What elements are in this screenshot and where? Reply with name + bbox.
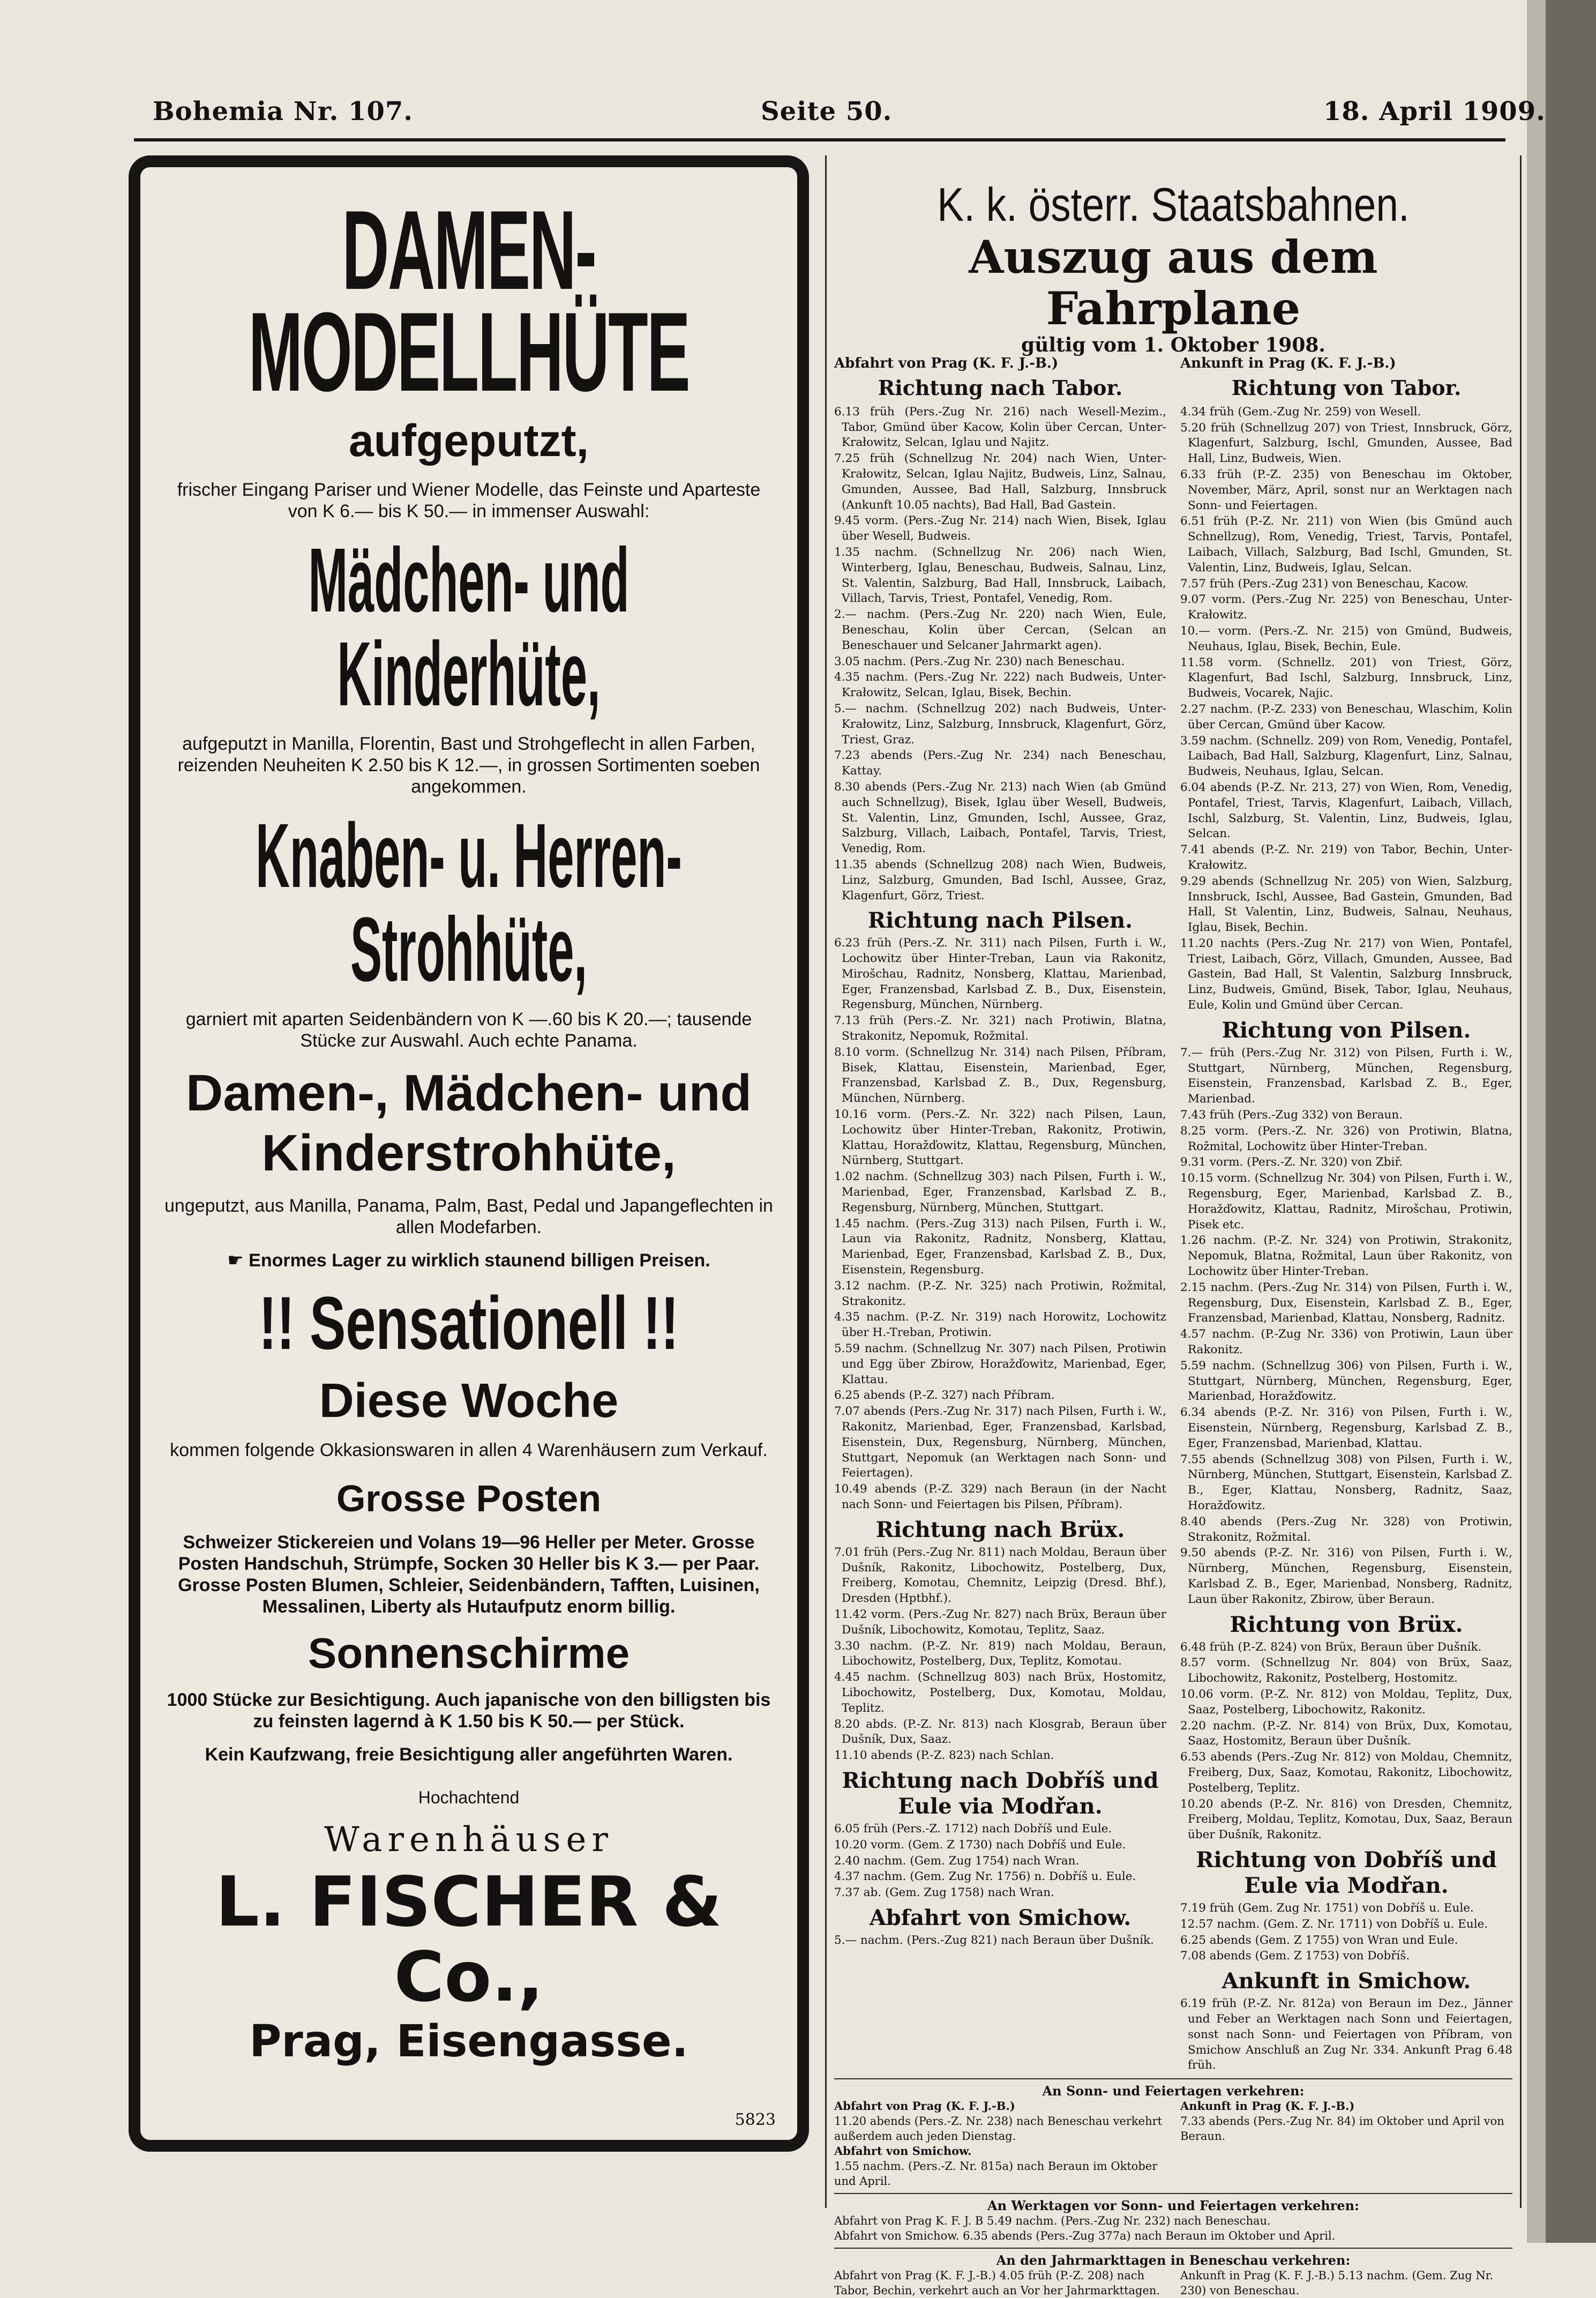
- footer-workday-1: Abfahrt von Prag K. F. J. B 5.49 nachm. (Pers.-Zug Nr. 232) nach Beneschau.: [834, 2214, 1271, 2228]
- departure-train-entry: 7.23 abends (Pers.-Zug Nr. 234) nach Beneschau, Kattay.: [834, 749, 1166, 778]
- departure-train-entry: 11.35 abends (Schnellzug 208) nach Wien, Budweis, Linz, Salzburg, Gmunden, Bad Ischl, Aussee, Graz, Klagenfurt, Görz, Triest.: [834, 857, 1166, 902]
- arrival-train-entry: 6.04 abends (P.-Z. Nr. 213, 27) von Wien, Rom, Venedig, Pontafel, Triest, Tarvis, Klagenfurt, Laibach, Villach, Ischl, Salzburg, St. Valentin, Linz, Budweis, Iglau, Selcan.: [1180, 780, 1512, 841]
- departure-train-entry: 1.45 nachm. (Pers.-Zug 313) nach Pilsen, Furth i. W., Laun via Rakonitz, Radnitz, Nonsberg, Klattau, Marienbad, Eger, Franzensbad, Karlsbad Z. B., Dux, Eisenstein, Regensburg.: [834, 1217, 1166, 1277]
- departure-train-entry: 3.30 nachm. (P.-Z. Nr. 819) nach Moldau, Beraun, Libochowitz, Postelberg, Dux, Teplitz, Komotau.: [834, 1639, 1166, 1668]
- arrival-train-entry: 6.19 früh (P.-Z. Nr. 812a) von Beraun im Dez., Jänner und Feber an Werktagen nach Sonn und Feiertagen, sonst nach Sonn- und Feiertagen von Příbram, von Smichow Anschluß an Zug Nr. 334. Ankunft Prag 6.48 früh.: [1180, 1997, 1512, 2072]
- arrival-train-entry: 5.59 nachm. (Schnellzug 306) von Pilsen, Furth i. W., Stuttgart, Nürnberg, München, Regensburg, Eger, Marienbad, Horažďowitz.: [1180, 1359, 1512, 1404]
- departure-train-entry: 8.30 abends (Pers.-Zug Nr. 213) nach Wien (ab Gmünd auch Schnellzug), Bisek, Iglau über Wesell, Budweis, St. Valentin, Linz, Gmunden, Ischl, Aussee, Graz, Salzburg, Villach, Laibach, Pontafel, Tarvis, Triest, Venedig, Rom.: [834, 780, 1166, 856]
- header-rule: [134, 138, 1505, 141]
- departure-train-entry: 6.13 früh (Pers.-Zug Nr. 216) nach Wesell-Mezim., Tabor, Gmünd über Kacow, Kolin über Cercan, Unter-Krałowitz, Selcan, Iglau und Najitz.: [834, 405, 1166, 450]
- arrival-section-title: Ankunft in Smichow.: [1222, 1968, 1471, 1994]
- ad-title-sonnenschirme: Sonnenschirme: [308, 1629, 630, 1677]
- departure-train-entry: 7.07 abends (Pers.-Zug Nr. 317) nach Pilsen, Furth i. W., Rakonitz, Marienbad, Eger, Franzensbad, Karlsbad, Eisenstein, Dux, Regensburg, Nürnberg, München, Stuttgart, Nepomuk (an Werktagen nach Sonn- und Feiertagen).: [834, 1405, 1166, 1480]
- footer-arr-prag: Ankunft in Prag (K. F. J.-B.): [1180, 2099, 1355, 2113]
- ad-firm-name: L. FISCHER & Co.,: [215, 1862, 722, 2017]
- ad-number: 5823: [735, 2110, 776, 2129]
- departure-train-entry: 4.45 nachm. (Schnellzug 803) nach Brüx, Hostomitz, Libochowitz, Postelberg, Dux, Komotau, Moldau, Teplitz.: [834, 1670, 1166, 1715]
- arrival-section-title: Richtung von Dobříš und Eule via Modřan.: [1196, 1847, 1497, 1898]
- arrival-train-entry: 2.27 nachm. (P.-Z. 233) von Beneschau, Wlaschim, Kolin über Cercan, Gmünd über Kacow.: [1180, 702, 1512, 732]
- arrival-train-entry: 7.19 früh (Gem. Zug Nr. 1751) von Dobříš u. Eule.: [1180, 1901, 1474, 1915]
- footer-rule: [834, 2193, 1512, 2194]
- arrivals-heading: Ankunft in Prag (K. F. J.-B.): [1180, 355, 1396, 371]
- footer-rule: [834, 2248, 1512, 2249]
- arrival-train-entry: 7.55 abends (Schnellzug 308) von Pilsen, Furth i. W., Nürnberg, München, Stuttgart, Eisenstein, Karlsbad Z. B., Eger, Klattau, Nonsberg, Radnitz, Saaz, Horažďowitz.: [1180, 1452, 1512, 1512]
- arrival-train-entry: 10.— vorm. (Pers.-Z. Nr. 215) von Gmünd, Budweis, Neuhaus, Iglau, Bisek, Bechin, Eule.: [1180, 624, 1512, 653]
- timetable-subtitle: Auszug aus dem Fahrplane: [969, 230, 1378, 335]
- timetable-title: K. k. österr. Staatsbahnen.: [937, 178, 1410, 231]
- arrival-train-entry: 11.20 nachts (Pers.-Zug Nr. 217) von Wien, Pontafel, Triest, Laibach, Görz, Villach, Gmunden, Aussee, Bad Gastein, Bad Hall, St Valentin, Salzburg Innsbruck, Linz, Budweis, Gmünd, Bisek, Tabor, Iglau, Neuhaus, Eule, Kolin und Gmünd über Cercan.: [1180, 936, 1512, 1012]
- arrival-train-entry: 5.20 früh (Schnellzug 207) von Triest, Innsbruck, Görz, Klagenfurt, Salzburg, Ischl, Gmunden, Aussee, Bad Hall, Linz, Budweis, Wien.: [1180, 421, 1512, 466]
- departures-heading: Abfahrt von Prag (K. F. J.-B.): [834, 355, 1059, 371]
- footer-heading-market: An den Jahrmarkttagen in Beneschau verkehren:: [996, 2252, 1351, 2269]
- ad-paragraph-6: kommen folgende Okkasionswaren in allen 4 Warenhäusern zum Verkauf.: [170, 1440, 768, 1460]
- page-edge-shadow: [1527, 0, 1546, 2243]
- departure-train-entry: 2.40 nachm. (Gem. Zug 1754) nach Wran.: [834, 1854, 1080, 1868]
- departure-train-entry: 5.— nachm. (Pers.-Zug 821) nach Beraun über Dušník.: [834, 1933, 1154, 1947]
- footer-rule: [834, 2078, 1512, 2079]
- arrival-train-entry: 2.20 nachm. (P.-Z. Nr. 814) von Brüx, Dux, Komotau, Saaz, Hostomitz, Beraun über Dušník.: [1180, 1719, 1512, 1748]
- arrival-train-entry: 10.06 vorm. (P.-Z. Nr. 812) von Moldau, Teplitz, Dux, Saaz, Postelberg, Libochowitz, Rakonitz.: [1180, 1687, 1512, 1717]
- departure-train-entry: 7.01 früh (Pers.-Zug Nr. 811) nach Moldau, Beraun über Dušník, Rakonitz, Libochowitz, Postelberg, Dux, Freiberg, Komotau, Chemnitz, Leipzig (Dresd. Bhf.), Dresden (Hptbhf.).: [834, 1545, 1166, 1606]
- arrival-train-entry: 10.15 vorm. (Schnellzug Nr. 304) von Pilsen, Furth i. W., Regensburg, Eger, Marienbad, Karlsbad Z. B., Horažďowitz, Klattau, Radnitz, Mirošchau, Protiwin, Pisek etc.: [1180, 1172, 1512, 1232]
- ad-title-grosse-posten: Grosse Posten: [336, 1478, 602, 1519]
- departure-train-entry: 5.59 nachm. (Schnellzug Nr. 307) nach Pilsen, Protiwin und Egg über Zbirow, Horažďowitz, Marienbad, Eger, Klattau.: [834, 1342, 1166, 1386]
- departure-train-entry: 6.23 früh (Pers.-Z. Nr. 311) nach Pilsen, Furth i. W., Lochowitz über Hinter-Treban, Laun via Rakonitz, Mirošchau, Radnitz, Nonsberg, Klattau, Marienbad, Eger, Franzensbad, Karlsbad Z. B., Dux, Eisenstein, Regensburg, München, Nürnberg.: [834, 936, 1166, 1012]
- departure-train-entry: 1.35 nachm. (Schnellzug Nr. 206) nach Wien, Winterberg, Iglau, Beneschau, Budweis, Salnau, Linz, St. Valentin, Salzburg, Bad Hall, Innsbruck, Laibach, Villach, Tarvis, Triest, Pontafel, Venedig, Rom.: [834, 545, 1166, 606]
- timetable: [825, 155, 1522, 2297]
- ad-paragraph-4: ungeputzt, aus Manilla, Panama, Palm, Bast, Pedal und Japangeflechten in allen Modefarben.: [164, 1196, 773, 1237]
- header-publication: Bohemia Nr. 107.: [153, 96, 413, 126]
- arrival-train-entry: 4.57 nachm. (P.-Zug Nr. 336) von Protiwin, Laun über Rakonitz.: [1180, 1327, 1512, 1357]
- arrival-train-entry: 10.20 abends (P.-Z. Nr. 816) von Dresden, Chemnitz, Freiberg, Moldau, Teplitz, Komotau, Dux, Saaz, Beraun über Dušník, Rakonitz.: [1180, 1797, 1512, 1842]
- departure-train-entry: 4.35 nachm. (P.-Z. Nr. 319) nach Horowitz, Lochowitz über H.-Treban, Protiwin.: [834, 1310, 1166, 1340]
- ad-title-strohhuete: Damen-, Mädchen- und Kinderstrohhüte,: [185, 1064, 752, 1182]
- ad-title-sensationell: !! Sensationell !!: [258, 1281, 679, 1365]
- arrival-train-entry: 6.25 abends (Gem. Z 1755) von Wran und Eule.: [1180, 1933, 1458, 1947]
- ad-paragraph-1: frischer Eingang Pariser und Wiener Modelle, das Feinste und Aparteste von K 6.— bis K 50.— in immenser Auswahl:: [177, 480, 761, 521]
- footer-dep-smichow-entry: 1.55 nachm. (Pers.-Z. Nr. 815a) nach Beraun im Oktober und April.: [834, 2160, 1158, 2188]
- header-date: 18. April 1909.: [1323, 96, 1546, 126]
- arrival-section-title: Richtung von Brüx.: [1230, 1611, 1463, 1637]
- departure-train-entry: 1.02 nachm. (Schnellzug 303) nach Pilsen, Furth i. W., Marienbad, Eger, Franzensbad, Karlsbad Z. B., Regensburg, Nürnberg, München, Stuttgart.: [834, 1170, 1166, 1214]
- arrival-train-entry: 7.41 abends (P.-Z. Nr. 219) von Tabor, Bechin, Unter-Krałowitz.: [1180, 843, 1512, 872]
- arrival-train-entry: 6.34 abends (P.-Z. Nr. 316) von Pilsen, Furth i. W., Eisenstein, Nürnberg, Regensburg, Karlsbad Z. B., Eger, Franzensbad, Marienbad, Klattau.: [1180, 1406, 1512, 1450]
- arrival-section-title: Richtung von Tabor.: [1231, 375, 1462, 400]
- header-page-number: Seite 50.: [761, 96, 893, 126]
- advertisement-box: [129, 155, 809, 2152]
- footer-market-dep: Abfahrt von Prag (K. F. J.-B.) 4.05 früh (P.-Z. 208) nach Tabor, Bechin, verkehrt auch an Vor her Jahrmarkttagen.: [834, 2269, 1160, 2297]
- arrival-train-entry: 6.48 früh (P.-Z. 824) von Brüx, Beraun über Dušník.: [1180, 1640, 1482, 1654]
- ad-title-aufgeputzt: aufgeputzt,: [349, 415, 589, 466]
- arrival-train-entry: 7.— früh (Pers.-Zug Nr. 312) von Pilsen, Furth i. W., Stuttgart, Nürnberg, München, Regensburg, Eisenstein, Franzensbad, Karlsbad Z. B., Eger, Marienbad.: [1180, 1046, 1512, 1106]
- ad-paragraph-8: 1000 Stücke zur Besichtigung. Auch japanische von den billigsten bis zu feinsten lagernd à K 1.50 bis K 50.— per Stück.: [167, 1690, 771, 1732]
- arrival-train-entry: 8.25 vorm. (Pers.-Z. Nr. 326) von Protiwin, Blatna, Rožmital, Lochowitz über Hinter-Treban.: [1180, 1124, 1512, 1153]
- arrival-train-entry: 8.40 abends (Pers.-Zug Nr. 328) von Protiwin, Strakonitz, Rožmital.: [1180, 1514, 1512, 1544]
- departure-section-title: Richtung nach Tabor.: [878, 375, 1123, 400]
- departure-train-entry: 3.12 nachm. (P.-Z. Nr. 325) nach Protiwin, Rožmital, Strakonitz.: [834, 1279, 1166, 1308]
- ad-paragraph-9: Kein Kaufzwang, freie Besichtigung aller angeführten Waren.: [205, 1744, 733, 1765]
- arrival-train-entry: 7.43 früh (Pers.-Zug 332) von Beraun.: [1180, 1108, 1403, 1122]
- departure-section-title: Richtung nach Brüx.: [875, 1517, 1125, 1542]
- departure-train-entry: 5.— nachm. (Schnellzug 202) nach Budweis, Unter-Krałowitz, Linz, Salzburg, Innsbruck, Klagenfurt, Görz, Triest, Graz.: [834, 702, 1166, 747]
- departure-train-entry: 7.25 früh (Schnellzug Nr. 204) nach Wien, Unter-Krałowitz, Selcan, Iglau Najitz, Budweis, Linz, Salnau, Gmunden, Aussee, Bad Hall, Salzburg, Innsbruck (Ankunft 10.05 nachts), Bad Hall, Bad Gastein.: [834, 452, 1166, 512]
- ad-paragraph-5: ☛ Enormes Lager zu wirklich staunend billigen Preisen.: [227, 1250, 710, 1271]
- footer-dep-prag: Abfahrt von Prag (K. F. J.-B.): [834, 2099, 1015, 2113]
- departure-section-title: Abfahrt von Smichow.: [869, 1905, 1132, 1930]
- departure-section-title: Richtung nach Pilsen.: [867, 908, 1133, 934]
- ad-title-modellhuete: MODELLHÜTE: [248, 289, 690, 415]
- departure-train-entry: 11.10 abends (P.-Z. 823) nach Schlan.: [834, 1749, 1054, 1763]
- departure-train-entry: 4.37 nachm. (Gem. Zug Nr. 1756) n. Dobříš u. Eule.: [834, 1870, 1136, 1884]
- departure-train-entry: 6.05 früh (Pers.-Z. 1712) nach Dobříš und Eule.: [834, 1822, 1112, 1836]
- footer-heading-workdays: An Werktagen vor Sonn- und Feiertagen verkehren:: [987, 2198, 1359, 2214]
- departure-train-entry: 7.13 früh (Pers.-Z. Nr. 321) nach Protiwin, Blatna, Strakonitz, Nepomuk, Rožmital.: [834, 1014, 1166, 1043]
- arrival-train-entry: 9.31 vorm. (Pers.-Z. Nr. 320) von Zbiř.: [1180, 1155, 1403, 1169]
- ad-title-maedchen: Mädchen- und Kinderhüte,: [308, 529, 630, 725]
- ad-warenhaeuser: Warenhäuser: [324, 1820, 613, 1860]
- departure-train-entry: 7.37 ab. (Gem. Zug 1758) nach Wran.: [834, 1886, 1054, 1900]
- footer-dep-smichow: Abfahrt von Smichow.: [834, 2144, 972, 2158]
- arrival-train-entry: 7.57 früh (Pers.-Zug 231) von Beneschau, Kacow.: [1180, 577, 1468, 591]
- timetable-arrivals: [1180, 356, 1512, 2074]
- ad-paragraph-3: garniert mit aparten Seidenbändern von K —.60 bis K 20.—; tausende Stücke zur Auswahl. Auch echte Panama.: [185, 1009, 752, 1051]
- arrival-train-entry: 4.34 früh (Gem.-Zug Nr. 259) von Wesell.: [1180, 405, 1421, 419]
- footer-heading-sundays: An Sonn- und Feiertagen verkehren:: [1042, 2083, 1305, 2099]
- departure-train-entry: 3.05 nachm. (Pers.-Zug Nr. 230) nach Beneschau.: [834, 654, 1125, 668]
- departure-train-entry: 2.— nachm. (Pers.-Zug Nr. 220) nach Wien, Eule, Beneschau, Kolin über Cercan, (Selcan an Beneschauer und Selcaner Jahrmarkt agen).: [834, 608, 1166, 652]
- departure-train-entry: 10.16 vorm. (Pers.-Z. Nr. 322) nach Pilsen, Laun, Lochowitz über Hinter-Treban, Rakonitz, Protiwin, Klattau, Horažďowitz, Klattau, Regensburg, München, Nürnberg, Stuttgart.: [834, 1108, 1166, 1168]
- ad-address: Prag, Eisengasse.: [249, 2016, 688, 2067]
- arrival-train-entry: 11.58 vorm. (Schnellz. 201) von Triest, Görz, Klagenfurt, Bad Ischl, Salzburg, Innsbruck, Linz, Budweis, Vocarek, Najic.: [1180, 655, 1512, 700]
- ad-paragraph-2: aufgeputzt in Manilla, Florentin, Bast und Strohgeflecht in allen Farben, reizenden Neuheiten K 2.50 bis K 12.—, in grossen Sortimenten soeben angekommen.: [177, 734, 760, 797]
- departure-train-entry: 10.20 vorm. (Gem. Z 1730) nach Dobříš und Eule.: [834, 1838, 1126, 1852]
- footer-dep-prag-entry: 11.20 abends (Pers.-Z. Nr. 238) nach Beneschau verkehrt außerdem auch jeden Dienstag.: [834, 2115, 1163, 2143]
- ad-hochachtend: Hochachtend: [418, 1788, 520, 1807]
- ad-title-knaben: Knaben- u. Herren-Strohhüte,: [256, 805, 682, 1001]
- departure-train-entry: 9.45 vorm. (Pers.-Zug Nr. 214) nach Wien, Bisek, Iglau über Wesell, Budweis.: [834, 514, 1166, 543]
- arrival-train-entry: 9.50 abends (P.-Z. Nr. 316) von Pilsen, Furth i. W., Nürnberg, München, Regensburg, Eisenstein, Karlsbad Z. B., Eger, Marienbad, Nonsberg, Radnitz, Laun über Rakonitz, Zbirow, über Beraun.: [1180, 1546, 1512, 1606]
- arrival-train-entry: 8.57 vorm. (Schnellzug Nr. 804) von Brüx, Saaz, Libochowitz, Rakonitz, Postelberg, Hostomitz.: [1180, 1656, 1512, 1685]
- departure-train-entry: 8.20 abds. (P.-Z. Nr. 813) nach Klosgrab, Beraun über Dušník, Dux, Saaz.: [834, 1717, 1166, 1747]
- timetable-valid: gültig vom 1. Oktober 1908.: [1021, 334, 1325, 356]
- arrival-train-entry: 6.33 früh (P.-Z. 235) von Beneschau im Oktober, November, März, April, sonst nur an Werktagen nach Sonn- und Feiertagen.: [1180, 467, 1512, 512]
- footer-workday-2: Abfahrt von Smichow. 6.35 abends (Pers.-Zug 377a) nach Beraun im Oktober und April.: [834, 2229, 1336, 2243]
- departure-section-title: Richtung nach Dobříš und Eule via Modřan.: [842, 1767, 1159, 1819]
- departure-train-entry: 4.35 nachm. (Pers.-Zug Nr. 222) nach Budweis, Unter-Krałowitz, Selcan, Iglau, Bisek, Bechin.: [834, 670, 1166, 700]
- arrival-train-entry: 12.57 nachm. (Gem. Z. Nr. 1711) von Dobříš u. Eule.: [1180, 1917, 1488, 1931]
- departure-train-entry: 8.10 vorm. (Schnellzug Nr. 314) nach Pilsen, Příbram, Bisek, Klattau, Eisenstein, Marienbad, Eger, Franzensbad, Karlsbad Z. B., Dux, Regensburg, München, Nürnberg.: [834, 1045, 1166, 1106]
- departure-train-entry: 11.42 vorm. (Pers.-Zug Nr. 827) nach Brüx, Beraun über Dušník, Libochowitz, Komotau, Teplitz, Saaz.: [834, 1607, 1166, 1637]
- arrival-train-entry: 9.29 abends (Schnellzug Nr. 205) von Wien, Salzburg, Innsbruck, Ischl, Aussee, Bad Gastein, Gmunden, Bad Hall, St Valentin, Linz, Budweis, Salnau, Neuhaus, Iglau, Bisek, Bechin.: [1180, 874, 1512, 935]
- timetable-departures: [834, 356, 1166, 2074]
- ad-title-diese-woche: Diese Woche: [319, 1374, 619, 1428]
- departure-train-entry: 6.25 abends (P.-Z. 327) nach Příbram.: [834, 1389, 1055, 1402]
- footer-arr-prag-entry: 7.33 abends (Pers.-Zug Nr. 84) im Oktober und April von Beraun.: [1180, 2115, 1504, 2143]
- footer-market-arr: Ankunft in Prag (K. F. J.-B.) 5.13 nachm. (Gem. Zug Nr. 230) von Beneschau.: [1180, 2269, 1494, 2297]
- arrival-train-entry: 6.53 abends (Pers.-Zug Nr. 812) von Moldau, Chemnitz, Freiberg, Dux, Saaz, Komotau, Rakonitz, Libochowitz, Postelberg, Teplitz.: [1180, 1750, 1512, 1795]
- ad-paragraph-7: Schweizer Stickereien und Volans 19—96 Heller per Meter. Grosse Posten Handschuh, Strümpfe, Socken 30 Heller bis K 3.— per Paar. Grosse Posten Blumen, Schleier, Seidenbändern, Tafften, Luisinen, Messalinen, Liberty als Hutaufputz enorm billig.: [178, 1532, 760, 1617]
- arrival-train-entry: 9.07 vorm. (Pers.-Zug Nr. 225) von Beneschau, Unter-Krałowitz.: [1180, 593, 1512, 622]
- timetable-columns: [834, 356, 1512, 2074]
- arrival-section-title: Richtung von Pilsen.: [1222, 1017, 1471, 1043]
- arrival-train-entry: 3.59 nachm. (Schnellz. 209) von Rom, Venedig, Pontafel, Laibach, Bad Hall, Salzburg, Klagenfurt, Linz, Salnau, Budweis, Neuhaus, Iglau, Selcan.: [1180, 734, 1512, 779]
- timetable-footer: [834, 2078, 1512, 2298]
- arrival-train-entry: 1.26 nachm. (P.-Z. Nr. 324) von Protiwin, Strakonitz, Nepomuk, Blatna, Rožmital, Laun über Rakonitz, von Lochowitz über Hinter-Treban.: [1180, 1234, 1512, 1279]
- arrival-train-entry: 6.51 früh (P.-Z. Nr. 211) von Wien (bis Gmünd auch Schnellzug), Rom, Venedig, Triest, Tarvis, Pontafel, Laibach, Villach, Salzburg, Bad Ischl, Gmunden, St. Valentin, Linz, Budweis, Iglau, Selcan.: [1180, 514, 1512, 574]
- page-edge-binding: [1546, 0, 1596, 2243]
- arrival-train-entry: 7.08 abends (Gem. Z 1753) von Dobříš.: [1180, 1949, 1410, 1963]
- departure-train-entry: 10.49 abends (P.-Z. 329) nach Beraun (in der Nacht nach Sonn- und Feiertagen bis Pilsen, Příbram).: [834, 1482, 1166, 1511]
- ad-title-damen: DAMEN-: [342, 187, 596, 313]
- arrival-train-entry: 2.15 nachm. (Pers.-Zug Nr. 314) von Pilsen, Furth i. W., Regensburg, Dux, Eisenstein, Karlsbad Z. B., Eger, Franzensbad, Marienbad, Klattau, Nonsberg, Radnitz.: [1180, 1280, 1512, 1325]
